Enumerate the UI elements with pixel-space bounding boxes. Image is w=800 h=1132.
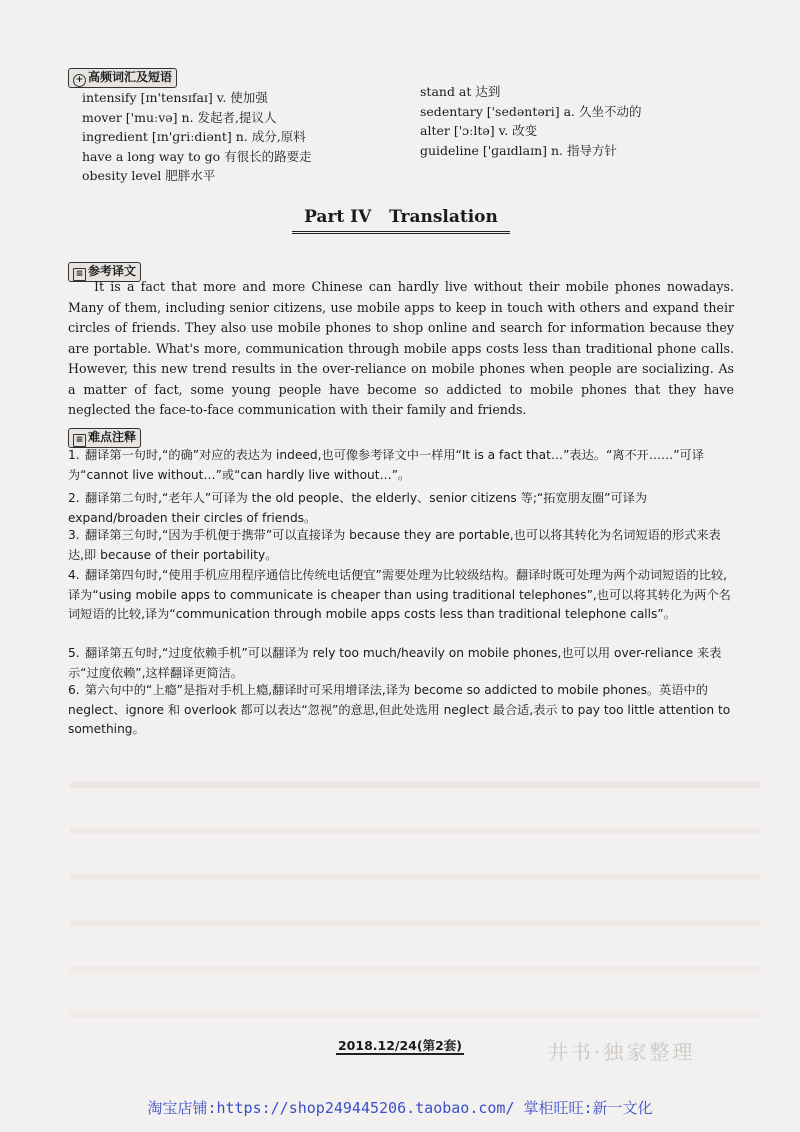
part-title: Part IV Translation (292, 207, 510, 234)
vocab-item: stand at 达到 (420, 84, 501, 99)
bleed-through-texture (70, 760, 760, 1020)
note-text: 翻译第一句时,“的确”对应的表达为 indeed,也可像参考译文中一样用“It is a fact that…”表达。“离不开……”可译为“cannot live without…”或“can hardly live without…”。 (68, 448, 704, 482)
vocab-item: obesity level 肥胖水平 (82, 168, 216, 183)
note-text: 翻译第三句时,“因为手机便于携带”可以直接译为 because they are portable,也可以将其转化为名词短语的形式来表达,即 because of their portability。 (68, 528, 721, 562)
note-item-4 (68, 566, 736, 625)
note-text: 翻译第四句时,“使用手机应用程序通信比传统电话便宜”需要处理为比较级结构。翻译时既可处理为两个动词短语的比较,译为“using mobile apps to communicate is cheaper than using traditional telephones”,也可以将其转化为两个名词短语的比较,译为“communication through mobile apps costs less than traditional telephone calls”。 (68, 568, 731, 621)
note-item-5 (68, 644, 736, 683)
vocab-right-column (420, 82, 641, 160)
note-number: 4. (68, 568, 80, 582)
notes-heading (68, 428, 141, 448)
notes-heading-text: 难点注释 (88, 430, 137, 444)
watermark: 井书·独家整理 (548, 1040, 696, 1064)
note-number: 5. (68, 646, 80, 660)
reference-translation: It is a fact that more and more Chinese can hardly live without their mobile phones nowadays. Many of them, including senior citizens, use mobile apps to keep in touch with others and expand their circles of friends. They also use mobile phones to shop online and search for information because they are portable. What's more, communication through mobile apps costs less than traditional phone calls. However, this new trend results in the over-reliance on mobile phones when people are socializing. As a matter of fact, some young people have become so addicted to mobile phones that they have neglected the face-to-face communication with their family and friends. (68, 279, 734, 417)
vocab-item: mover ['muːvə] n. 发起者,提议人 (82, 109, 277, 125)
note-item-1 (68, 446, 736, 485)
note-text: 翻译第二句时,“老年人”可译为 the old people、the elderly、senior citizens 等;“拓宽朋友圈”可译为 expand/broaden their circles of friends。 (68, 491, 648, 525)
vocab-item: intensify [ɪn'tensɪfaɪ] v. 使加强 (82, 90, 268, 105)
note-number: 2. (68, 491, 80, 505)
note-text: 第六句中的“上瘾”是指对手机上瘾,翻译时可采用增译法,译为 become so addicted to mobile phones。英语中的 neglect、ignore 和 overlook 都可以表达“忽视”的意思,但此处选用 neglect 最合适,表示 to pay too little attention to something。 (68, 683, 731, 736)
book-icon: ≡ (73, 268, 86, 281)
vocab-left-column (82, 88, 312, 186)
vocab-item: alter ['ɔːltə] v. 改变 (420, 123, 538, 138)
note-item-2 (68, 489, 736, 528)
reference-heading-text: 参考译文 (88, 264, 137, 278)
note-number: 3. (68, 528, 80, 542)
vocab-item: ingredient [ɪn'ɡriːdiənt] n. 成分,原料 (82, 129, 306, 144)
note-item-3 (68, 526, 736, 565)
plus-circle-icon: + (73, 74, 86, 87)
vocab-item: have a long way to go 有很长的路要走 (82, 148, 312, 164)
vocab-item: guideline ['ɡaɪdlaɪn] n. 指导方针 (420, 142, 617, 158)
note-number: 6. (68, 683, 80, 697)
book-icon: ≡ (73, 434, 86, 447)
issue-label: 2018.12/24(第2套) (337, 1038, 463, 1053)
note-item-6 (68, 681, 736, 740)
note-text: 翻译第五句时,“过度依赖手机”可以翻译为 rely too much/heavily on mobile phones,也可以用 over-reliance 来表示“过度依赖”,这样翻译更简洁。 (68, 646, 722, 680)
vocab-heading (68, 68, 177, 88)
vocab-item: sedentary ['sedəntəri] a. 久坐不动的 (420, 103, 642, 119)
shop-link[interactable]: 淘宝店铺:https://shop249445206.taobao.com/ 掌柜旺旺:新一文化 (147, 1099, 653, 1117)
vocab-heading-text: 高频词汇及短语 (88, 70, 173, 84)
note-number: 1. (68, 448, 80, 462)
